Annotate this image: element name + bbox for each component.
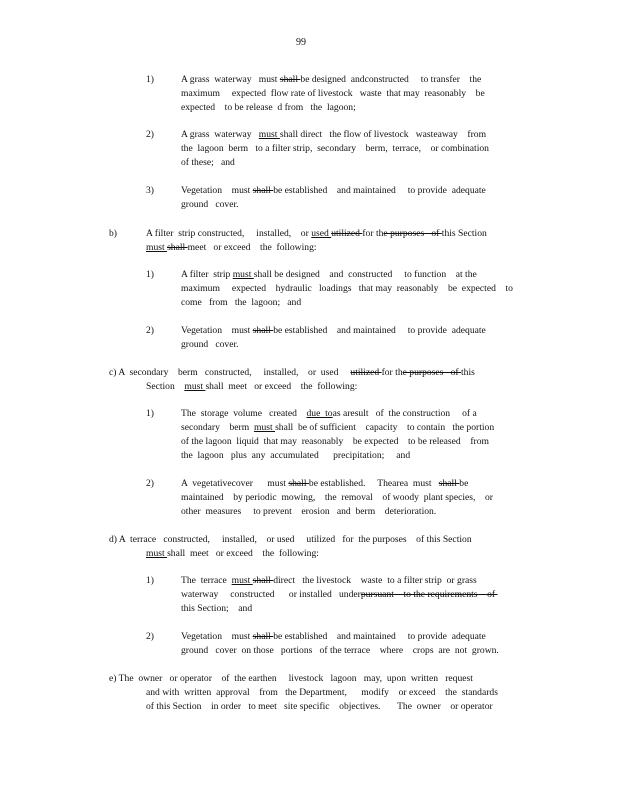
text-segment: be — [459, 478, 469, 489]
text-segment: The terrace — [181, 575, 232, 586]
text-line — [146, 548, 319, 559]
text-line — [181, 269, 477, 280]
text-segment: A grass waterway — [181, 129, 259, 140]
item-number: 1) — [146, 269, 154, 280]
text-line — [146, 701, 493, 712]
text-segment: be designed andconstructed to transfer the — [300, 74, 482, 85]
text-line — [181, 631, 486, 642]
text-segment: other measures to prevent erosion and berm deterioration. — [181, 506, 437, 517]
text-segment: be established and maintained to provide adequate — [273, 185, 486, 196]
text-line — [181, 589, 498, 600]
inserted-text: must — [254, 422, 276, 433]
text-line — [181, 492, 493, 503]
deleted-text: utilized — [331, 228, 363, 239]
text-segment: ground cover on those portions of the terrace where crops are not grown. — [181, 645, 499, 656]
text-segment: e) The owner or operator of the earthen livestock lagoon may, upon written request — [109, 673, 473, 684]
text-line — [109, 367, 475, 378]
text-segment: shall be of sufficient capacity to contain the portion — [275, 422, 495, 433]
item-number: 1) — [146, 74, 154, 85]
text-line — [181, 436, 489, 447]
text-segment: this Section; and — [181, 603, 253, 614]
text-line — [181, 185, 486, 196]
item-number: 3) — [146, 185, 154, 196]
text-line — [181, 645, 499, 656]
text-segment: of this Section in order to meet site specific objectives. The owner or operator — [146, 701, 493, 712]
text-segment: of the lagoon liquid that may reasonably be expected to be released from — [181, 436, 489, 447]
text-line — [181, 129, 486, 140]
item-number: 2) — [146, 325, 154, 336]
text-line — [181, 408, 477, 419]
text-segment: meet or exceed the following: — [187, 242, 317, 253]
deleted-text: shall — [252, 575, 274, 586]
deleted-text: shall — [279, 74, 301, 85]
deleted-text: e purposes of — [402, 367, 461, 378]
inserted-text: used — [311, 228, 332, 239]
deleted-text: shall — [252, 185, 274, 196]
deleted-text: e purposes of — [383, 228, 442, 239]
text-line — [181, 450, 410, 461]
item-number: 1) — [146, 408, 154, 419]
page-number: 99 — [296, 37, 306, 48]
text-segment: A filter strip — [181, 269, 233, 280]
text-segment: expected to be release d from the lagoon; — [181, 102, 356, 113]
inserted-text: due to — [306, 408, 333, 419]
text-segment: be established. Thearea must — [308, 478, 439, 489]
text-segment: shall direct the flow of livestock wasteaway from — [279, 129, 487, 140]
deleted-text: shall — [252, 631, 274, 642]
text-segment: and with written approval from the Department, modify or exceed the standards — [146, 687, 498, 698]
inserted-text: must — [258, 129, 280, 140]
text-line — [181, 339, 239, 350]
text-segment: for th — [381, 367, 403, 378]
text-segment: maximum expected flow rate of livestock waste that may reasonably be — [181, 88, 485, 99]
text-line — [181, 88, 485, 99]
text-line — [146, 242, 317, 253]
text-segment: Section — [146, 381, 185, 392]
text-segment: this Section — [441, 228, 487, 239]
text-line — [181, 478, 468, 489]
text-segment: ground cover. — [181, 339, 239, 350]
text-segment: the lagoon plus any accumulated precipitation; and — [181, 450, 411, 461]
text-segment: Vegetation must — [181, 325, 253, 336]
item-number: 2) — [146, 478, 154, 489]
text-segment: maintained by periodic mowing, the removal of woody plant species, or — [181, 492, 493, 503]
text-segment: A grass waterway must — [181, 74, 280, 85]
text-segment: shall be designed and constructed to function at the — [253, 269, 477, 280]
text-segment: direct the livestock waste to a filter strip or grass — [273, 575, 477, 586]
deleted-text: shall — [167, 242, 188, 253]
text-line — [181, 422, 494, 433]
text-segment: be established and maintained to provide adequate — [273, 325, 486, 336]
text-line — [146, 687, 498, 698]
text-line — [181, 506, 436, 517]
text-line — [109, 673, 473, 684]
text-line — [146, 228, 487, 239]
text-segment: secondary berm — [181, 422, 254, 433]
text-segment: A filter strip constructed, installed, or — [146, 228, 312, 239]
inserted-text: must — [184, 381, 206, 392]
text-line — [181, 74, 481, 85]
text-segment: ground cover. — [181, 199, 239, 210]
text-segment: A vegetativecover must — [181, 478, 289, 489]
text-line — [181, 297, 301, 308]
text-line — [181, 143, 489, 154]
text-line — [181, 325, 486, 336]
text-line — [181, 102, 356, 113]
text-line — [181, 575, 477, 586]
text-segment: d) A terrace constructed, installed, or used utilized for the purposes of this Section — [109, 534, 472, 545]
item-number: b) — [109, 228, 117, 239]
text-line — [181, 199, 239, 210]
text-segment: The storage volume created — [181, 408, 307, 419]
text-segment: of these; and — [181, 157, 235, 168]
text-line — [181, 157, 235, 168]
inserted-text: must — [146, 242, 168, 253]
inserted-text: must — [232, 269, 254, 280]
inserted-text: must — [231, 575, 253, 586]
text-line — [181, 603, 252, 614]
text-segment: come from the lagoon; and — [181, 297, 302, 308]
text-segment: shall meet or exceed the following: — [205, 381, 358, 392]
deleted-text: shall — [438, 478, 460, 489]
text-segment: for th — [362, 228, 384, 239]
text-segment: Vegetation must — [181, 631, 253, 642]
text-segment: Vegetation must — [181, 185, 253, 196]
text-segment: waterway constructed or installed under — [181, 589, 361, 600]
text-segment: be established and maintained to provide adequate — [273, 631, 486, 642]
text-segment: shall meet or exceed the following: — [167, 548, 319, 559]
text-segment: the lagoon berm to a filter strip, secondary berm, terrace, or combination — [181, 143, 489, 154]
text-segment: this — [460, 367, 475, 378]
item-number: 1) — [146, 575, 154, 586]
text-segment: maximum expected hydraulic loadings that may reasonably be expected to — [181, 283, 513, 294]
text-line — [146, 381, 357, 392]
text-segment: c) A secondary berm constructed, installed, or used — [109, 367, 351, 378]
item-number: 2) — [146, 631, 154, 642]
item-number: 2) — [146, 129, 154, 140]
deleted-text: shall — [288, 478, 309, 489]
inserted-text: must — [146, 548, 168, 559]
deleted-text: shall — [252, 325, 274, 336]
text-segment: as aresult of the construction of a — [332, 408, 477, 419]
text-line — [181, 283, 513, 294]
text-line — [109, 534, 472, 545]
deleted-text: pursuant to the requirements of — [360, 589, 498, 600]
deleted-text: utilized — [350, 367, 382, 378]
